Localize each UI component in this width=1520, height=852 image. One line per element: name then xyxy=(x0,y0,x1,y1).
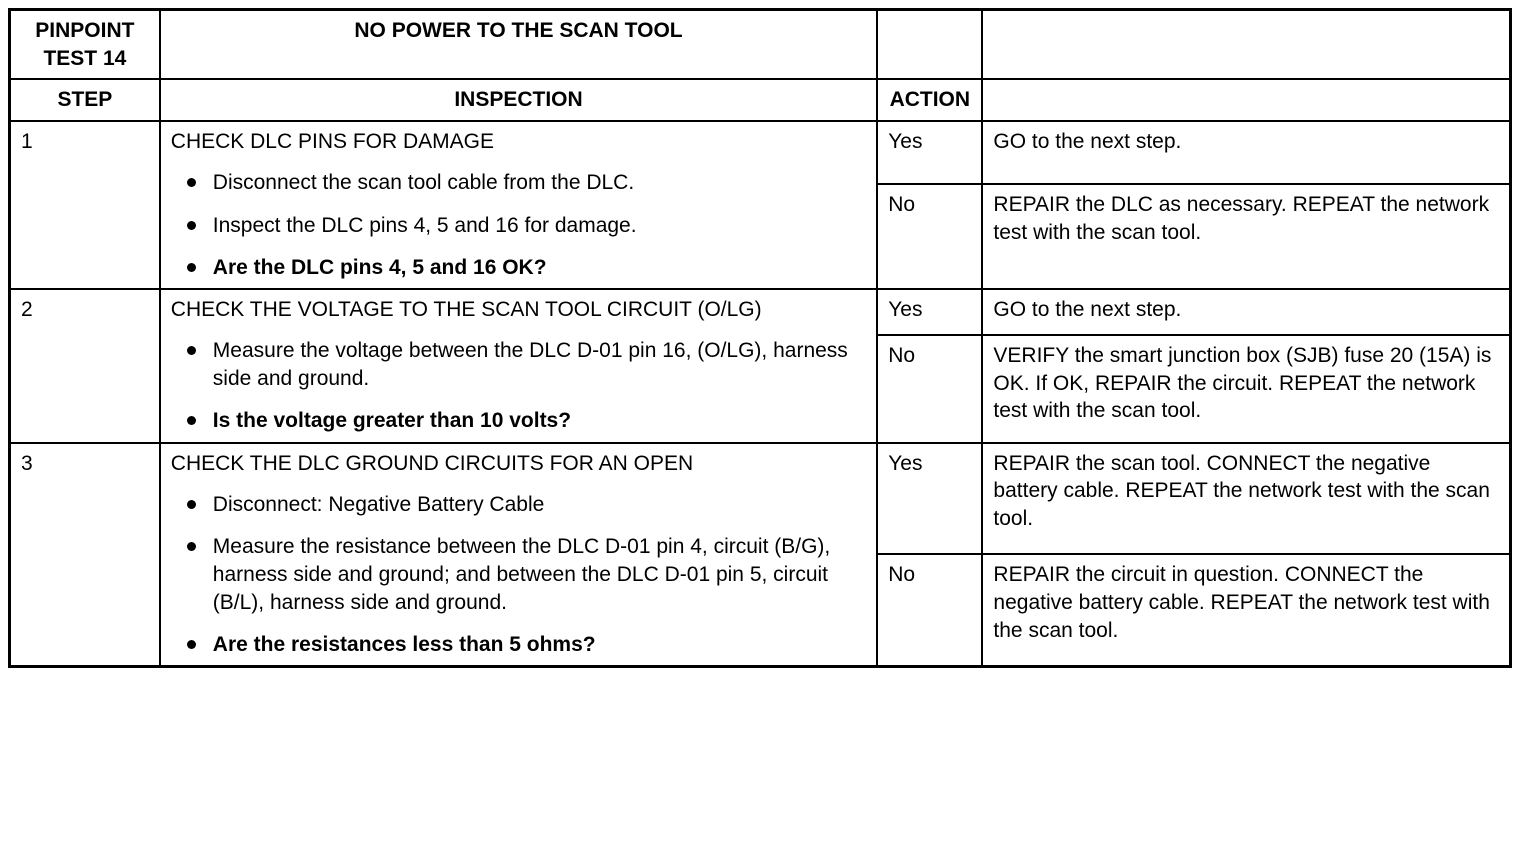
inspection-title: CHECK DLC PINS FOR DAMAGE xyxy=(170,130,495,154)
action-result-yes: GO to the next step. xyxy=(982,289,1510,335)
table-header-row-columns xyxy=(10,79,1511,121)
document-page xyxy=(0,8,1520,852)
list-item: Inspect the DLC pins 4, 5 and 16 for damage. xyxy=(171,212,866,240)
table-row xyxy=(10,121,1511,184)
column-header-step: STEP xyxy=(10,79,160,121)
list-item: Are the DLC pins 4, 5 and 16 OK? xyxy=(171,254,866,282)
list-item: Measure the resistance between the DLC D-01 pin 4, circuit (B/G), harness side and ground; and between the DLC D-01 pin 5, circuit (B/L), harness side and ground. xyxy=(171,533,866,617)
step-inspection xyxy=(160,289,877,443)
action-result-no: REPAIR the circuit in question. CONNECT the negative battery cable. REPEAT the network test with the scan tool. xyxy=(982,554,1510,667)
action-label-no: No xyxy=(877,335,982,443)
list-item: Measure the voltage between the DLC D-01 pin 16, (O/LG), harness side and ground. xyxy=(171,337,866,393)
step-inspection xyxy=(160,443,877,667)
action-result-yes: GO to the next step. xyxy=(982,121,1510,184)
action-label-no: No xyxy=(877,184,982,289)
list-item: Is the voltage greater than 10 volts? xyxy=(171,407,866,435)
list-item: Disconnect the scan tool cable from the DLC. xyxy=(171,169,866,197)
step-number: 1 xyxy=(10,121,160,289)
inspection-title: CHECK THE DLC GROUND CIRCUITS FOR AN OPEN xyxy=(170,451,694,475)
header-blank-action xyxy=(877,10,982,80)
action-label-no: No xyxy=(877,554,982,667)
table-row xyxy=(10,443,1511,555)
action-result-yes: REPAIR the scan tool. CONNECT the negative battery cable. REPEAT the network test with the scan tool. xyxy=(982,443,1510,555)
pinpoint-test-table xyxy=(8,8,1512,668)
action-result-no: REPAIR the DLC as necessary. REPEAT the network test with the scan tool. xyxy=(982,184,1510,289)
pinpoint-word: PINPOINT xyxy=(35,19,135,42)
action-label-yes: Yes xyxy=(877,289,982,335)
pinpoint-test-label xyxy=(10,10,160,80)
list-item: Are the resistances less than 5 ohms? xyxy=(171,631,866,659)
action-label-yes: Yes xyxy=(877,443,982,555)
inspection-bullet-list xyxy=(171,337,866,435)
column-header-inspection: INSPECTION xyxy=(160,79,877,121)
inspection-bullet-list xyxy=(171,491,866,660)
action-result-no: VERIFY the smart junction box (SJB) fuse 20 (15A) is OK. If OK, REPAIR the circuit. REPEAT the network test with the scan tool. xyxy=(982,335,1510,443)
column-header-result-blank xyxy=(982,79,1510,121)
step-number: 3 xyxy=(10,443,160,667)
pinpoint-test-number: TEST 14 xyxy=(43,46,127,70)
list-item: Disconnect: Negative Battery Cable xyxy=(171,491,866,519)
column-header-action: ACTION xyxy=(877,79,982,121)
step-number: 2 xyxy=(10,289,160,443)
action-label-yes: Yes xyxy=(877,121,982,184)
inspection-title: CHECK THE VOLTAGE TO THE SCAN TOOL CIRCUIT (O/LG) xyxy=(170,297,762,321)
table-row xyxy=(10,289,1511,335)
table-header-row-title xyxy=(10,10,1511,80)
inspection-bullet-list xyxy=(171,169,866,281)
step-inspection xyxy=(160,121,877,289)
table-title: NO POWER TO THE SCAN TOOL xyxy=(160,10,877,80)
header-blank-result xyxy=(982,10,1510,80)
